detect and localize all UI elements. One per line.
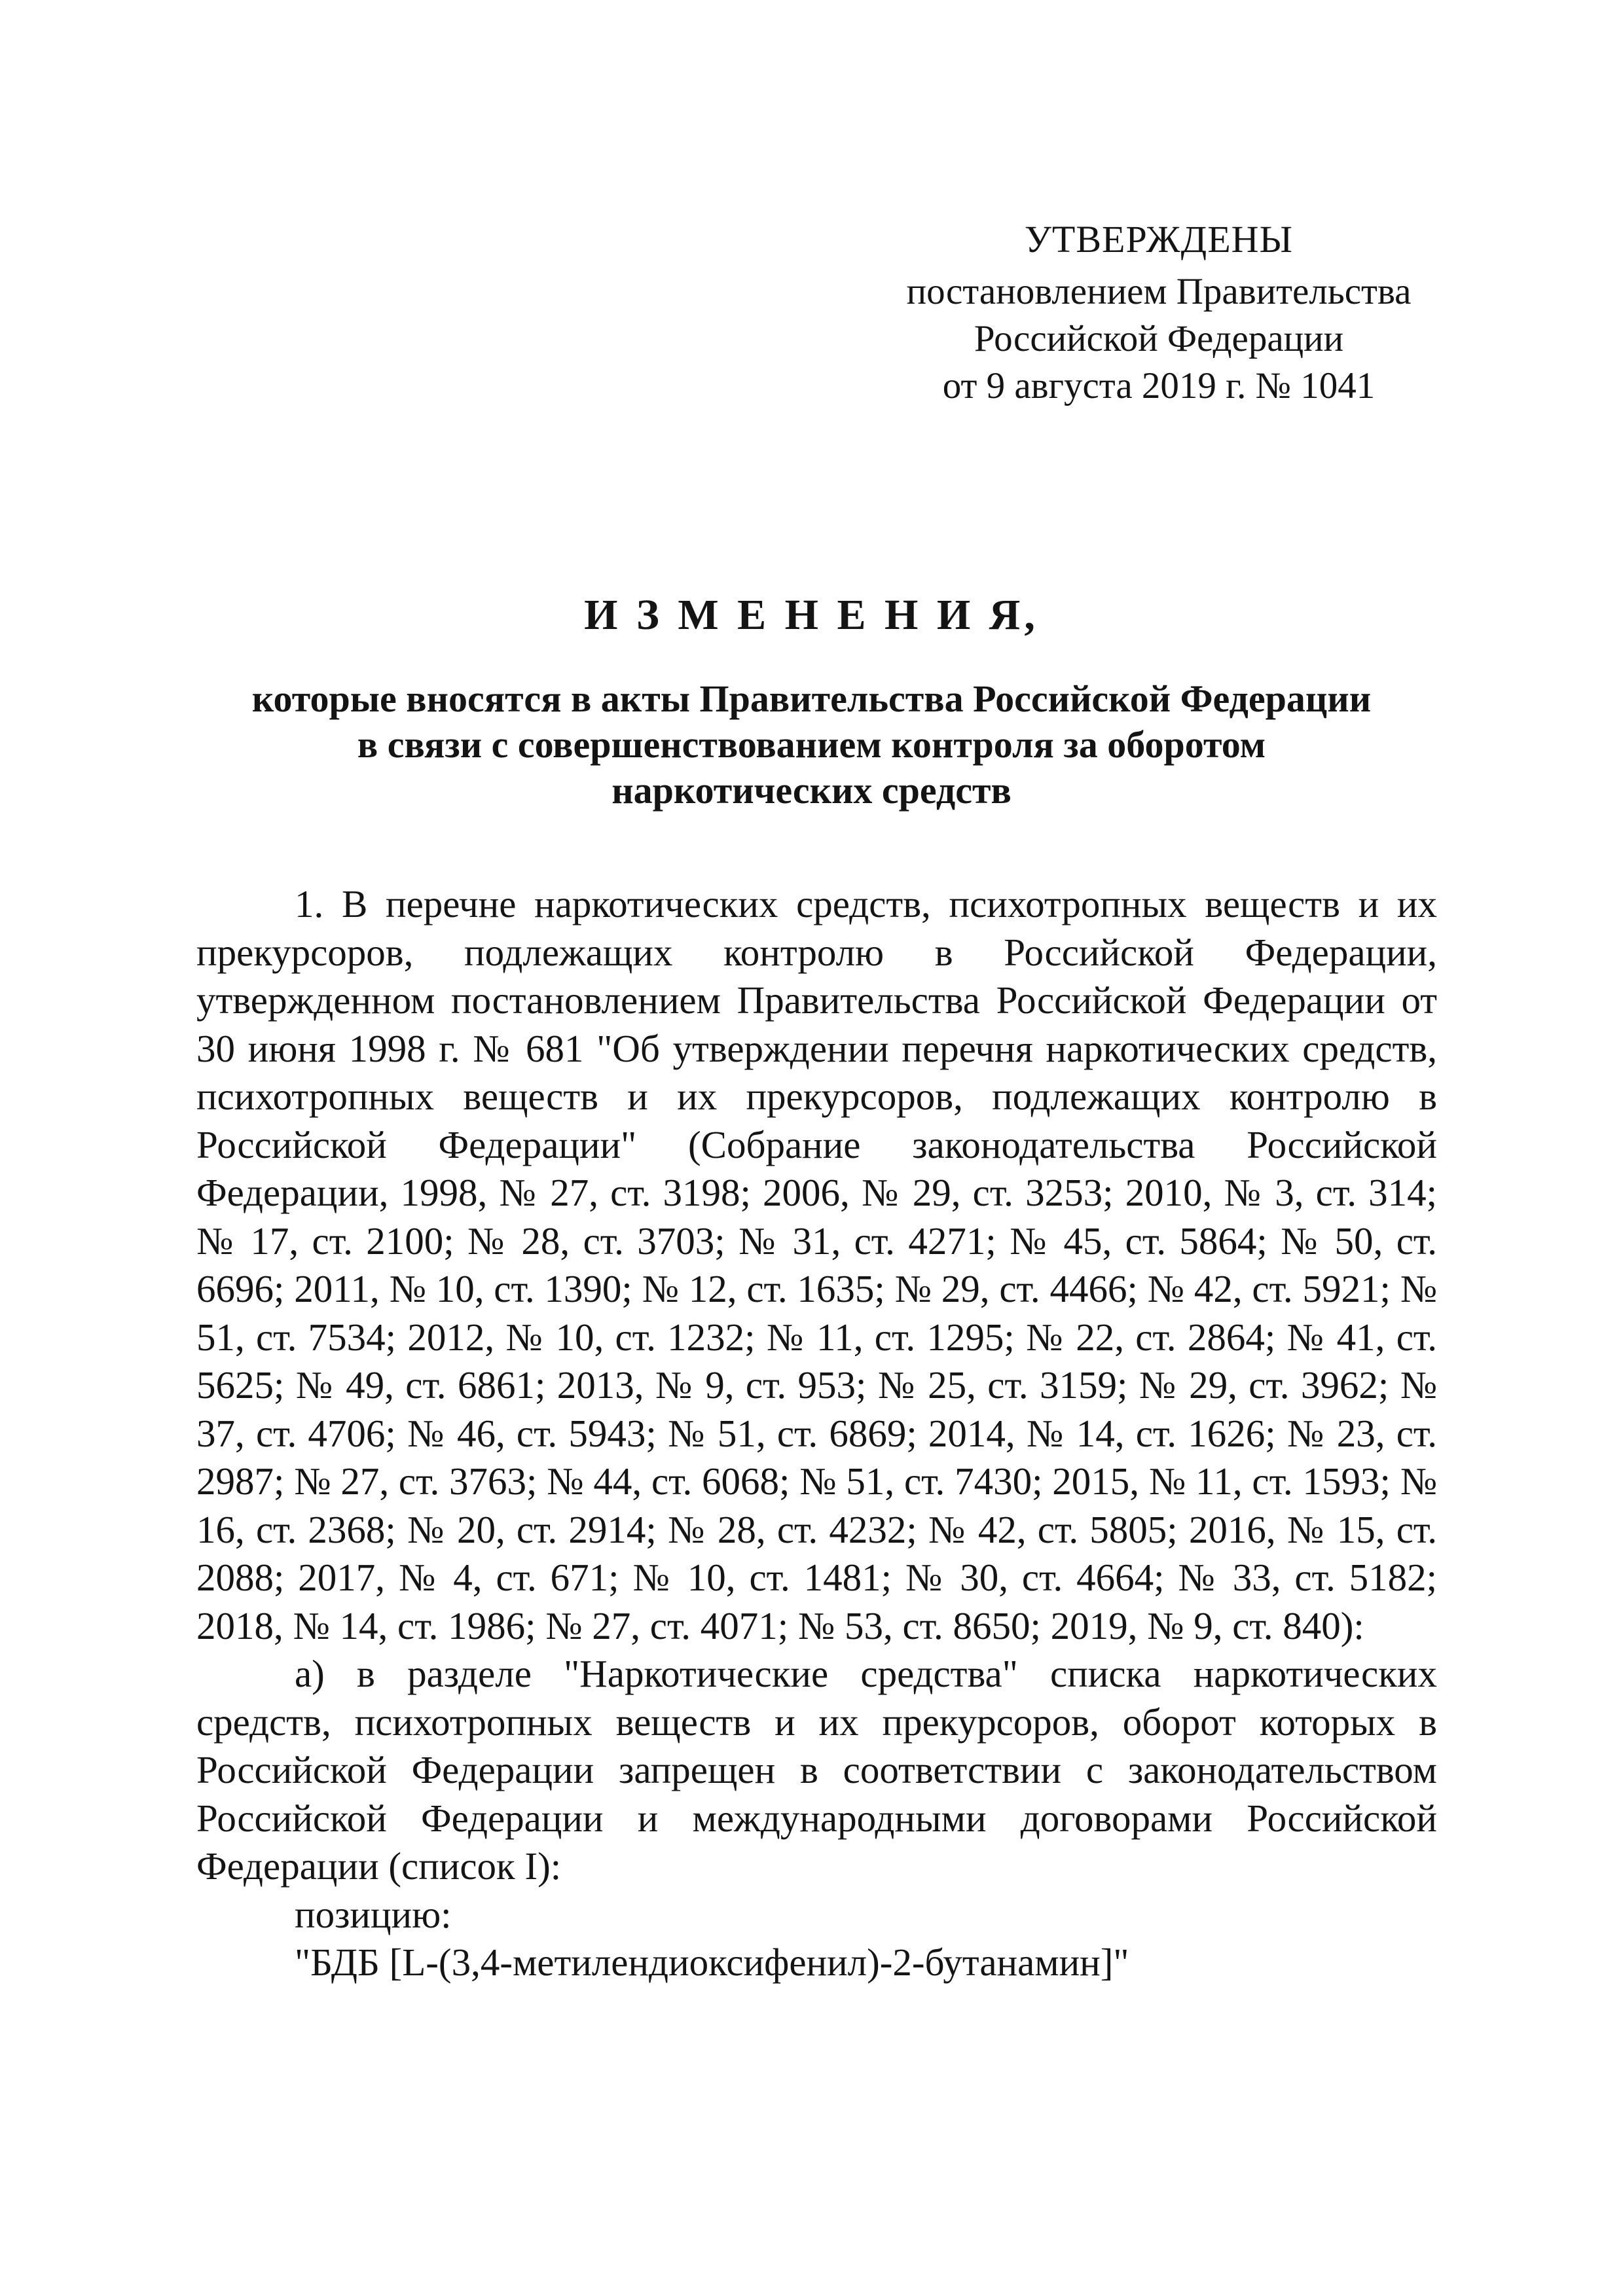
subtitle-line: которые вносятся в акты Правительства Российской Федерации — [251, 677, 1372, 720]
position-value: "БДБ [L-(3,4-метилендиоксифенил)-2-бутанамин]" — [295, 1941, 1129, 1984]
position-label: позицию: — [295, 1892, 452, 1936]
approval-line-federation: Российской Федерации — [974, 318, 1344, 359]
subtitle-line: наркотических средств — [611, 769, 1012, 812]
approval-date-number: от 9 августа 2019 г. № 1041 — [942, 365, 1376, 406]
document-body — [196, 880, 1437, 1987]
document-title: И З М Е Н Е Н И Я, — [584, 591, 1039, 639]
subtitle-line: в связи с совершенствованием контроля за оборотом — [357, 723, 1266, 766]
approved-heading: УТВЕРЖДЕНЫ — [1024, 218, 1294, 260]
subpoint-a: а) в разделе "Наркотические средства" списка наркотических средств, психотропных веществ и их прекурсоров, оборот которых в Российской Федерации запрещен в соответствии с законодательством Российской Федерации и международными договорами Российской Федерации (список I): — [196, 1652, 1437, 1888]
paragraph-1: 1. В перечне наркотических средств, психотропных веществ и их прекурсоров, подлежащих контролю в Российской Федерации, утвержденном постановлением Правительства Российской Федерации от 30 июня 1998 г. № 681 "Об утверждении перечня наркотических средств, психотропных веществ и их прекурсоров, подлежащих контролю в Российской Федерации" (Собрание законодательства Российской Федерации, 1998, № 27, ст. 3198; 2006, № 29, ст. 3253; 2010, № 3, ст. 314; № 17, ст. 2100; № 28, ст. 3703; № 31, ст. 4271; № 45, ст. 5864; № 50, ст. 6696; 2011, № 10, ст. 1390; № 12, ст. 1635; № 29, ст. 4466; № 42, ст. 5921; № 51, ст. 7534; 2012, № 10, ст. 1232; № 11, ст. 1295; № 22, ст. 2864; № 41, ст. 5625; № 49, ст. 6861; 2013, № 9, ст. 953; № 25, ст. 3159; № 29, ст. 3962; № 37, ст. 4706; № 46, ст. 5943; № 51, ст. 6869; 2014, № 14, ст. 1626; № 23, ст. 2987; № 27, ст. 3763; № 44, ст. 6068; № 51, ст. 7430; 2015, № 11, ст. 1593; № 16, ст. 2368; № 20, ст. 2914; № 28, ст. 4232; № 42, ст. 5805; 2016, № 15, ст. 2088; 2017, № 4, ст. 671; № 10, ст. 1481; № 30, ст. 4664; № 33, ст. 5182; 2018, № 14, ст. 1986; № 27, ст. 4071; № 53, ст. 8650; 2019, № 9, ст. 840): — [196, 882, 1437, 1647]
approval-block — [871, 216, 1447, 410]
approval-line-resolution: постановлением Правительства — [906, 271, 1412, 312]
title-block — [0, 586, 1623, 814]
